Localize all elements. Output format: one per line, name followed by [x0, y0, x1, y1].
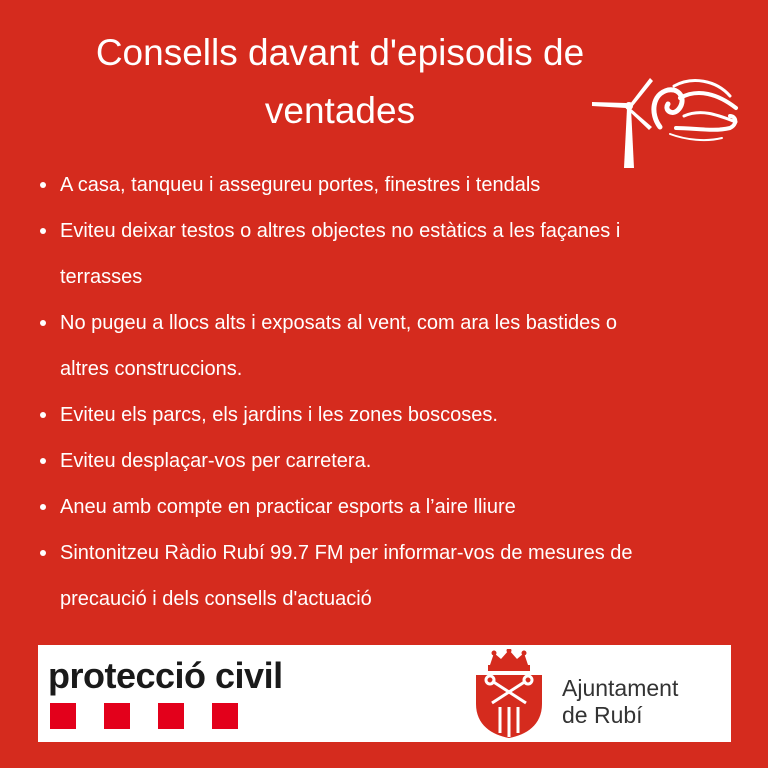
title-line-2: ventades [264, 90, 416, 131]
logo-square [104, 703, 130, 729]
council-name-line-1: Ajuntament [562, 675, 679, 701]
page-title [40, 24, 640, 140]
list-item: No pugeu a llocs alts i exposats al vent, com ara les bastides o altres construccions. [34, 300, 634, 392]
logo-square [50, 703, 76, 729]
list-item: Eviteu els parcs, els jardins i les zones boscoses. [34, 392, 634, 438]
ajuntament-rubi-logo-text [562, 675, 678, 729]
footer-logos [38, 645, 731, 742]
logo-square [212, 703, 238, 729]
title-line-1: Consells davant d'episodis de [95, 32, 585, 73]
list-item: Aneu amb compte en practicar esports a l’aire lliure [34, 484, 634, 530]
list-item: Eviteu desplaçar-vos per carretera. [34, 438, 634, 484]
proteccio-civil-logo-text: protecció civil [48, 655, 283, 696]
wind-turbine-icon [590, 72, 740, 172]
logo-square [158, 703, 184, 729]
tips-list [34, 162, 634, 622]
coat-of-arms-icon [470, 649, 548, 739]
council-name-line-2: de Rubí [562, 702, 643, 728]
list-item: A casa, tanqueu i assegureu portes, finestres i tendals [34, 162, 634, 208]
list-item: Eviteu deixar testos o altres objectes no estàtics a les façanes i terrasses [34, 208, 634, 300]
proteccio-civil-squares [50, 703, 238, 729]
list-item: Sintonitzeu Ràdio Rubí 99.7 FM per informar-vos de mesures de precaució i dels consells d'actuació [34, 530, 634, 622]
